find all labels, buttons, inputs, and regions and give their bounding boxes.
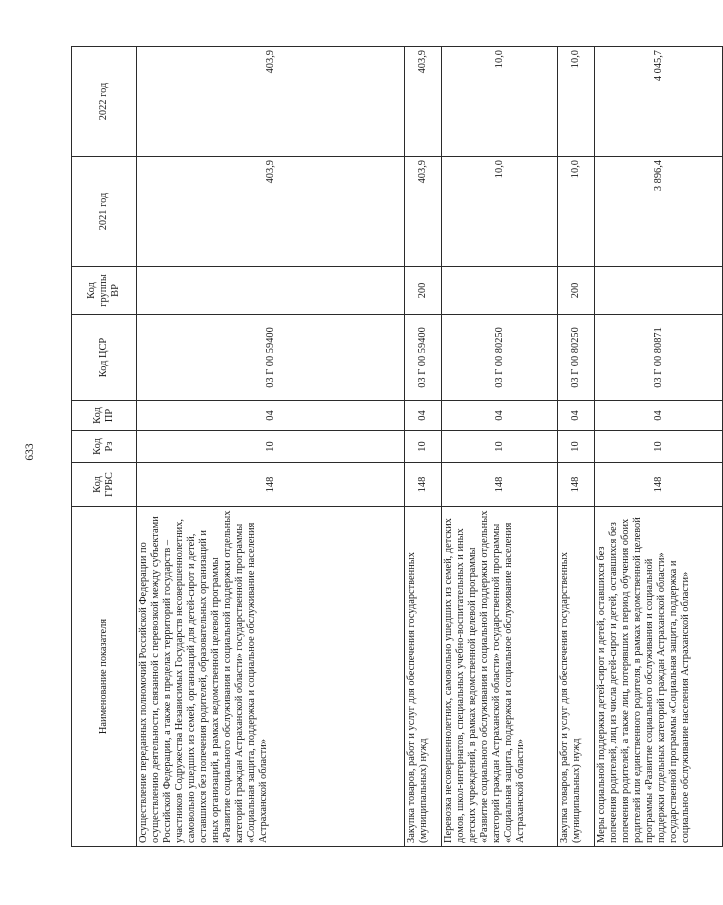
- row-2022: 403,9: [405, 47, 442, 157]
- row-rz: 10: [137, 431, 405, 463]
- row-rz: 10: [558, 431, 595, 463]
- row-vr: 200: [405, 267, 442, 315]
- row-grbs: 148: [442, 463, 558, 507]
- table-header-row: [72, 47, 137, 847]
- row-vr: 200: [558, 267, 595, 315]
- row-2022: 10,0: [558, 47, 595, 157]
- row-csr: 03 Г 00 80871: [595, 315, 723, 401]
- row-vr: [442, 267, 558, 315]
- row-pr: 04: [137, 401, 405, 431]
- row-pr: 04: [595, 401, 723, 431]
- table-row: [405, 47, 442, 847]
- budget-table: [71, 46, 723, 847]
- row-csr: 03 Г 00 80250: [442, 315, 558, 401]
- table-row: [558, 47, 595, 847]
- row-name: Осуществление переданных полномочий Российской Федерации по осуществлению деятельности, связанной с перевозкой между субъектами Российской Федерации, а также в пределах территорий государств – участников Содружества Независимых Государств несовершеннолетних, самовольно ушедших из семей, организаций для детей-сирот и детей, оставшихся без попечения родителей, образовательных организаций и иных организаций, в рамках ведомственной целевой программы «Развитие социального обслуживания и социальной поддержки отдельных категорий граждан Астраханской области» государственной программы «Социальная защита, поддержка и социальное обслуживание населения Астраханской области»: [137, 507, 405, 847]
- header-csr: Код ЦСР: [72, 315, 137, 401]
- header-grbs: Код ГРБС: [72, 463, 137, 507]
- row-vr: [595, 267, 723, 315]
- row-pr: 04: [442, 401, 558, 431]
- header-pr: Код ПР: [72, 401, 137, 431]
- row-csr: 03 Г 00 80250: [558, 315, 595, 401]
- row-rz: 10: [595, 431, 723, 463]
- page-number: 633: [24, 443, 36, 461]
- row-pr: 04: [405, 401, 442, 431]
- header-2022: 2022 год: [72, 47, 137, 157]
- rotated-table-container: [71, 47, 691, 847]
- row-name: Закупка товаров, работ и услуг для обеспечения государственных (муниципальных) нужд: [558, 507, 595, 847]
- row-2021: 403,9: [405, 157, 442, 267]
- row-2021: 403,9: [137, 157, 405, 267]
- header-name: Наименование показателя: [72, 507, 137, 847]
- row-pr: 04: [558, 401, 595, 431]
- row-name: Перевозка несовершеннолетних, самовольно ушедших из семей, детских домов, школ-интернатов, специальных учебно-воспитательных и иных детских учреждений, в рамках ведомственной целевой программы «Развитие социального обслуживания и социальной поддержки отдельных категорий граждан Астраханской области» государственной программы «Социальная защита, поддержка и социальное обслуживание населения Астраханской области»: [442, 507, 558, 847]
- row-grbs: 148: [595, 463, 723, 507]
- table-row: [442, 47, 558, 847]
- row-grbs: 148: [558, 463, 595, 507]
- row-2022: 403,9: [137, 47, 405, 157]
- row-grbs: 148: [137, 463, 405, 507]
- row-2022: 10,0: [442, 47, 558, 157]
- row-vr: [137, 267, 405, 315]
- row-name: Меры социальной поддержки детей-сирот и детей, оставшихся без попечения родителей, лиц из числа детей-сирот и детей, оставшихся без попечения родителей, а также лиц, потерявших в период обучения обоих родителей или единственного родителя, в рамках ведомственной целевой программы «Развитие социального обслуживания и социальной поддержки отдельных категорий граждан Астраханской области» государственной программы «Социальная защита, поддержка и социальное обслуживание населения Астраханской области»: [595, 507, 723, 847]
- row-2021: 10,0: [442, 157, 558, 267]
- table-row: [595, 47, 723, 847]
- row-rz: 10: [442, 431, 558, 463]
- row-rz: 10: [405, 431, 442, 463]
- row-2021: 3 896,4: [595, 157, 723, 267]
- header-2021: 2021 год: [72, 157, 137, 267]
- row-csr: 03 Г 00 59400: [137, 315, 405, 401]
- row-grbs: 148: [405, 463, 442, 507]
- row-2021: 10,0: [558, 157, 595, 267]
- row-csr: 03 Г 00 59400: [405, 315, 442, 401]
- table-row: [137, 47, 405, 847]
- row-2022: 4 045,7: [595, 47, 723, 157]
- row-name: Закупка товаров, работ и услуг для обеспечения государственных (муниципальных) нужд: [405, 507, 442, 847]
- header-rz: Код Рз: [72, 431, 137, 463]
- header-vr: Код группы ВР: [72, 267, 137, 315]
